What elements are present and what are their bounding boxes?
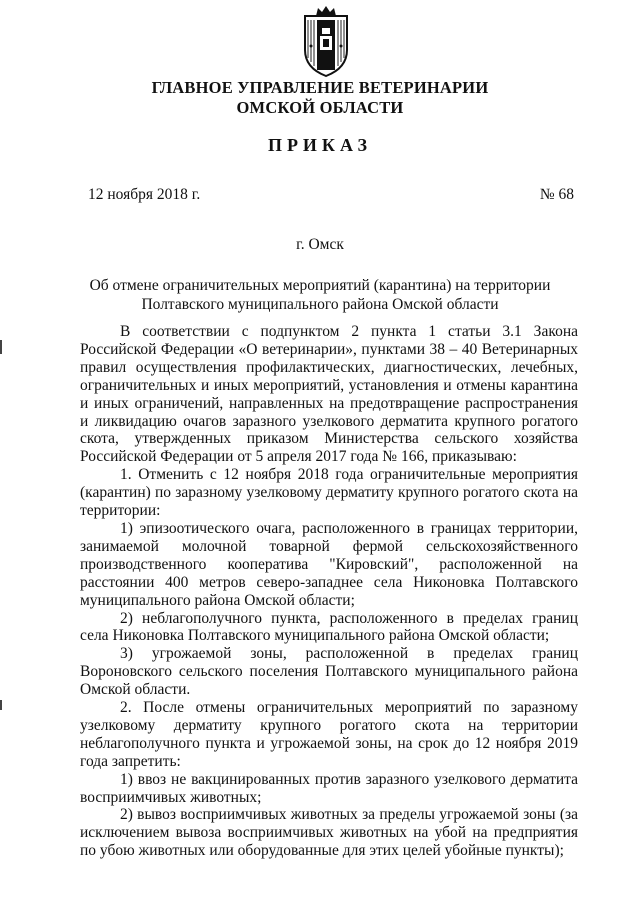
body-paragraph: 2. После отмены ограничительных мероприятий по заразному узелковому дерматиту крупного рогатого скота на территории неблагополучного пункта и угрожаемой зоны, на срок до 12 ноября 2019 года запретить:	[80, 699, 578, 770]
body-paragraph: 1) ввоз не вакцинированных против заразного узелкового дерматита восприимчивых животных;	[80, 770, 578, 806]
document-subject	[80, 276, 560, 314]
body-paragraph: 2) вывоз восприимчивых животных за пределы угрожаемой зоны (за исключением вывоза восприимчивых животных на убой на предприятия по убою животных или оборудованные для этих целей убойные пункты);	[80, 806, 578, 860]
body-paragraph: 1) эпизоотического очага, расположенного в границах территории, занимаемой молочной товарной фермой сельскохозяйственного производственного кооператива "Кировский", расположенной на расстоянии 400 метров северо-западнее села Никоновка Полтавского муниципального района Омской области;	[80, 519, 578, 609]
body-paragraph: 2) неблагополучного пункта, расположенного в пределах границ села Никоновка Полтавского муниципального района Омской области;	[80, 609, 578, 645]
body-paragraph: 1. Отменить с 12 ноября 2018 года ограничительные мероприятия (карантин) по заразному узелковому дерматиту крупного рогатого скота на территории:	[80, 466, 578, 520]
emblem-icon	[299, 6, 353, 78]
document-type-title: ПРИКАЗ	[267, 135, 373, 155]
scan-edge-mark	[0, 340, 2, 354]
document-date: 12 ноября 2018 г.	[88, 186, 201, 203]
issuer-line-2: ОМСКОЙ ОБЛАСТИ	[236, 98, 404, 117]
coat-of-arms-emblem	[299, 6, 353, 78]
scan-edge-mark	[0, 700, 2, 710]
body-paragraph: В соответствии с подпунктом 2 пункта 1 статьи 3.1 Закона Российской Федерации «О ветеринарии», пунктами 38 – 40 Ветеринарных правил осуществления профилактических, диагностических, лечебных, ограничительных и иных мероприятий, установления и отмены карантина и иных ограничений, направленных на предотвращение распространения и ликвидацию очагов заразного узелкового дерматита крупного рогатого скота, утвержденных приказом Министерства сельского хозяйства Российской Федерации от 5 апреля 2017 года № 166, приказываю:	[80, 323, 578, 466]
subject-line-1: Об отмене ограничительных мероприятий (карантина) на территории	[89, 277, 551, 294]
issuer-line-1: ГЛАВНОЕ УПРАВЛЕНИЕ ВЕТЕРИНАРИИ	[151, 78, 489, 97]
document-city: г. Омск	[296, 236, 344, 253]
document-body	[80, 323, 578, 860]
subject-line-2: Полтавского муниципального района Омской области	[141, 296, 499, 313]
document-number: № 68	[539, 186, 574, 203]
body-paragraph: 3) угрожаемой зоны, расположенной в пределах границ Вороновского сельского поселения Полтавского муниципального района Омской области.	[80, 645, 578, 699]
issuer-header	[0, 78, 640, 118]
